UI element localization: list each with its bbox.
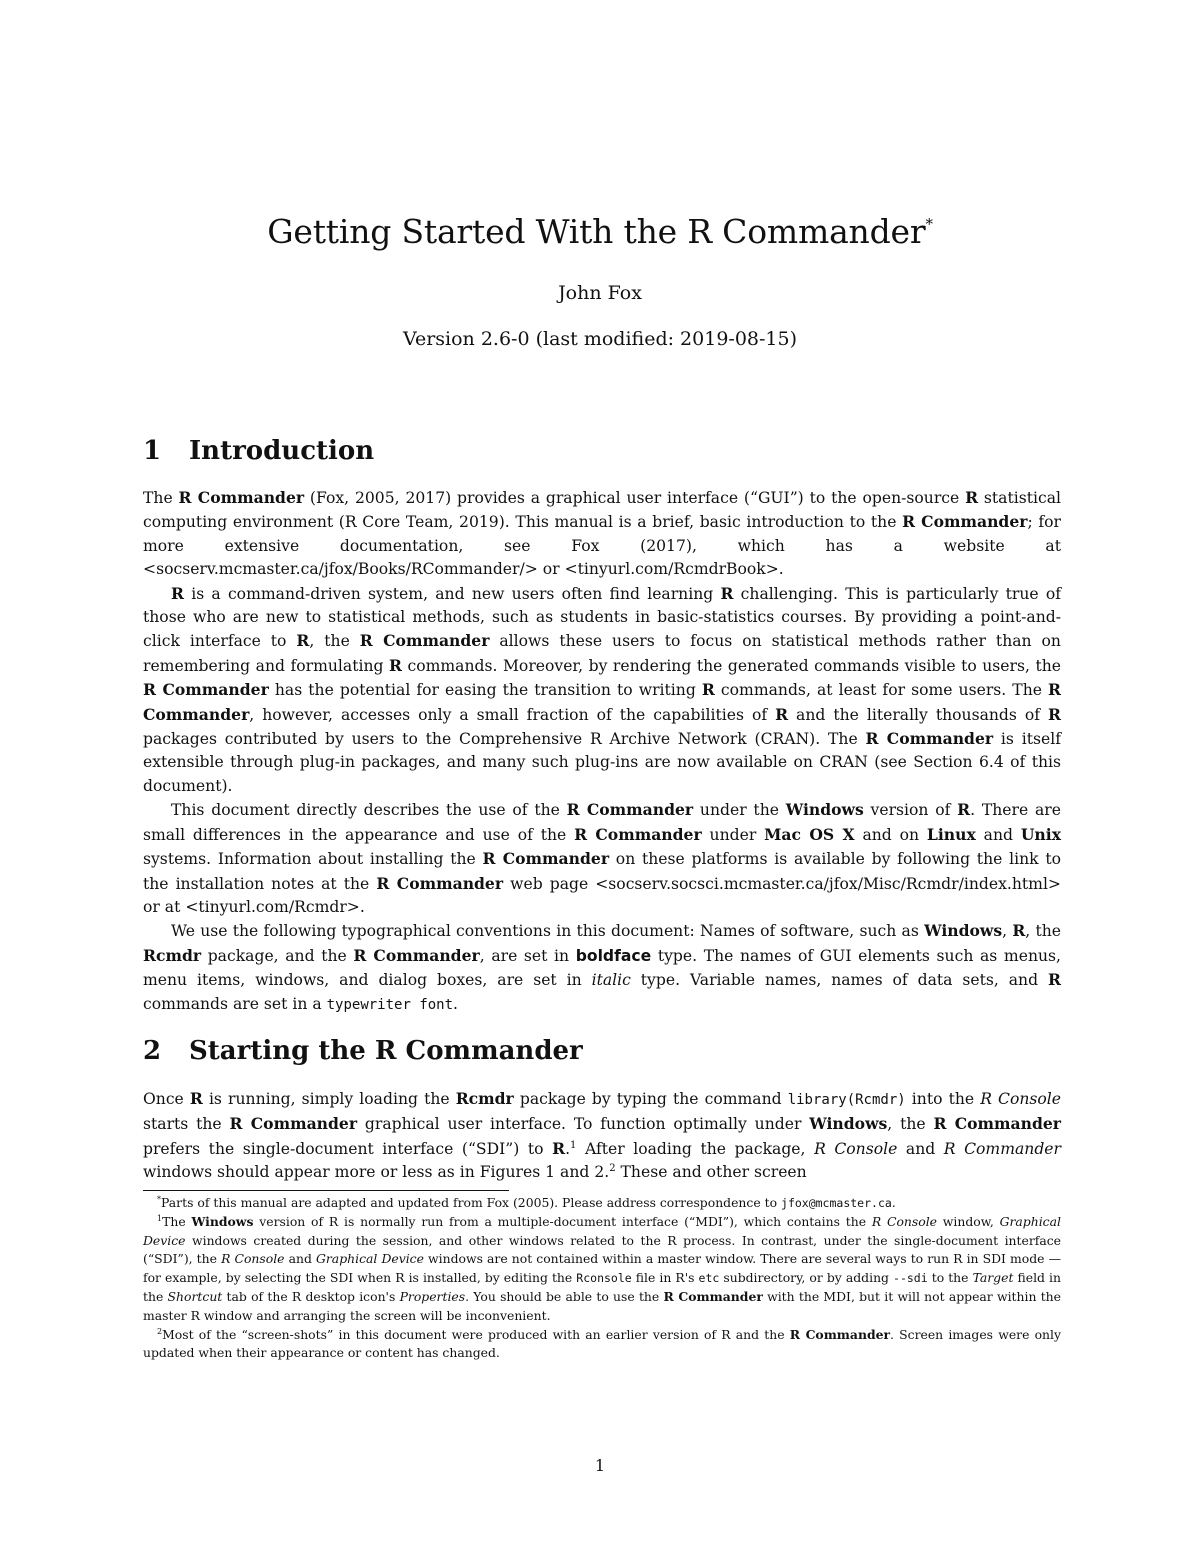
paragraph	[143, 919, 1061, 1017]
text-run: web page <socserv.socsci.mcmaster.ca/jfox/Misc/Rcmdr/index.html> or at <tinyurl.com/Rcmdr>.	[143, 874, 1061, 916]
title-footnote-mark: *	[925, 215, 933, 233]
bold-term: R Commander	[933, 1114, 1061, 1134]
section-number: 1	[143, 436, 162, 466]
text-run: tab of the R desktop icon's	[222, 1288, 400, 1304]
text-run: to the	[927, 1270, 973, 1286]
italic-term: Properties	[399, 1288, 466, 1304]
code-inline: --sdi	[893, 1271, 928, 1286]
footnote-divider	[143, 1190, 509, 1191]
bold-term: R	[775, 704, 789, 724]
bold-term: Rcmdr	[455, 1089, 514, 1108]
text-run: , the	[1025, 922, 1062, 941]
bold-term: R	[171, 583, 184, 603]
section-heading-introduction	[143, 436, 374, 466]
bold-term: R	[701, 680, 715, 700]
boldface-sample: boldface	[575, 946, 652, 965]
email-address[interactable]: jfox@mcmaster.ca	[781, 1196, 892, 1210]
bold-term: R Commander	[865, 729, 994, 749]
text-run: commands. Moreover, by rendering the generated commands visible to users, the	[401, 656, 1061, 675]
text-run: .	[891, 1195, 896, 1210]
bold-term: R	[965, 488, 979, 507]
footnote-ref[interactable]: 1	[570, 1139, 577, 1151]
footnotes	[143, 1194, 1061, 1363]
text-run: on these platforms is available by following the link to the installation notes at the	[143, 850, 1061, 893]
text-run: is a command-driven system, and new users often find learning	[183, 584, 721, 603]
bold-term: R Commander	[353, 945, 480, 965]
code-inline: Rconsole	[576, 1271, 632, 1286]
text-run: .	[565, 1139, 571, 1158]
italic-term: Graphical Device	[315, 1251, 424, 1267]
text-run: commands are set in a	[143, 994, 327, 1013]
text-run: . Screen images were only updated when their appearance or content has changed.	[143, 1326, 1061, 1361]
text-run: into the	[905, 1090, 981, 1108]
text-run: , the	[309, 632, 360, 651]
text-run: , however, accesses only a small fraction of the capabilities of	[249, 705, 776, 724]
bold-term: R Commander	[789, 1326, 891, 1342]
footnote-1	[143, 1213, 1061, 1326]
text-run: under the	[693, 801, 786, 820]
bold-term: R	[1048, 970, 1061, 990]
bold-term: R	[957, 800, 971, 820]
text-run: type. The names of GUI elements such as menus, menu items, windows, and dialog boxes, are set in	[143, 946, 1061, 990]
bold-term: R Commander	[663, 1288, 763, 1304]
text-run: packages contributed by users to the Comprehensive R Archive Network (CRAN). The	[143, 730, 866, 749]
text-run: . You should be able to use the	[465, 1288, 664, 1304]
text-run: graphical user interface. To function optimally under	[357, 1115, 810, 1134]
text-run: and	[284, 1251, 316, 1267]
text-run: After loading the package,	[576, 1139, 815, 1158]
text-run: is itself extensible through plug-in packages, and many such plug-ins are now available on CRAN (see Section 6.4 of this document).	[143, 730, 1061, 795]
bold-term: R Commander	[143, 680, 269, 700]
bold-term: R	[389, 655, 402, 675]
bold-term: R	[1012, 921, 1026, 941]
footnote-star	[143, 1194, 1061, 1213]
typewriter-sample: typewriter font	[326, 996, 454, 1013]
bold-term: R	[296, 631, 310, 651]
text-run: is running, simply loading the	[202, 1090, 456, 1108]
text-run: type. Variable names, names of data sets, and	[630, 971, 1049, 990]
bold-term: R	[552, 1138, 566, 1158]
text-run: This document directly describes the use of the	[171, 801, 567, 820]
text-run: challenging. This is particularly true of those who are new to statistical methods, such as students in basic-statistics courses. By providing a point-and-click interface to	[143, 584, 1061, 651]
author-name: John Fox	[558, 282, 642, 304]
text-run: The	[143, 489, 179, 507]
text-run: and the literally thousands of	[788, 705, 1049, 724]
version-line: Version 2.6-0 (last modified: 2019-08-15)	[402, 328, 798, 350]
bold-term: R	[720, 583, 734, 603]
bold-term: Windows	[924, 921, 1003, 941]
italic-term: Graphical Device	[143, 1213, 1061, 1248]
text-run: has the potential for easing the transition to writing	[268, 681, 702, 700]
section-title: Introduction	[189, 436, 375, 466]
text-run: (Fox, 2005, 2017) provides a graphical user interface (“GUI”) to the open-source	[304, 489, 966, 507]
text-run: systems. Information about installing the	[143, 850, 483, 869]
bold-term: R Commander	[376, 873, 504, 893]
section-title: Starting the R Commander	[189, 1036, 583, 1066]
bold-term: R Commander	[574, 824, 702, 844]
section-heading-starting	[143, 1036, 583, 1066]
italic-term: Shortcut	[167, 1288, 223, 1304]
bold-term: Windows	[809, 1114, 888, 1134]
bold-term: Windows	[785, 800, 864, 820]
text-run: , the	[887, 1115, 934, 1134]
bold-term: R Commander	[482, 849, 610, 869]
text-run: These and other screen	[615, 1163, 807, 1182]
text-run: ; for more extensive documentation, see Fox (2017), which has a website at <socserv.mcmaster.ca/jfox/Books/RCommander/> or <tinyurl.com/RcmdrBook>.	[143, 513, 1062, 579]
italic-term: R Console	[814, 1139, 898, 1158]
bold-term: R Commander	[359, 631, 490, 651]
bold-term: Mac OS X	[764, 824, 855, 844]
text-run: commands, at least for some users. The	[714, 681, 1049, 700]
paragraph	[143, 582, 1061, 799]
bold-term: R Commander	[902, 512, 1028, 532]
starting-body	[143, 1087, 1061, 1185]
text-run: starts the	[143, 1115, 230, 1134]
text-run: , are set in	[479, 946, 576, 965]
italic-term: R Console	[221, 1251, 285, 1267]
text-run: version of R is normally run from a multiple-document interface (“MDI”), which contains the	[253, 1213, 872, 1229]
text-run: . There are small differences in the appearance and use of the	[143, 801, 1061, 844]
italic-term: R Commander	[943, 1139, 1061, 1158]
bold-term: Unix	[1020, 824, 1061, 844]
bold-term: Rcmdr	[143, 945, 202, 965]
text-run: and	[975, 825, 1021, 844]
bold-term: R	[1048, 704, 1061, 724]
paragraph	[143, 1087, 1061, 1185]
text-run: windows should appear more or less as in Figures 1 and 2.	[143, 1163, 610, 1182]
text-run: with the MDI, but it will not appear within the master R window and arranging the screen will be inconvenient.	[143, 1288, 1061, 1323]
introduction-body	[143, 486, 1061, 1017]
text-run: Most of the “screen-shots” in this document were produced with an earlier version of R and the	[162, 1326, 790, 1342]
italic-term: R Console	[871, 1213, 937, 1229]
paragraph	[143, 798, 1061, 919]
text-run: field in the	[143, 1270, 1061, 1304]
text-run: file in R's	[631, 1270, 699, 1286]
text-run: and on	[854, 825, 927, 844]
bold-term: R Commander	[178, 488, 305, 507]
text-run: Once	[143, 1090, 190, 1108]
bold-term: R Commander	[229, 1114, 358, 1134]
bold-term: Windows	[191, 1213, 254, 1229]
bold-term: R Commander	[566, 800, 694, 820]
text-run: ,	[1002, 922, 1013, 941]
bold-term: R	[189, 1089, 203, 1108]
document-title	[0, 212, 1200, 251]
text-run: prefers the single-document interface (“SDI”) to	[143, 1139, 553, 1158]
page-number: 1	[594, 1456, 606, 1475]
text-run: subdirectory, or by adding	[719, 1270, 894, 1286]
text-run: allows these users to focus on statistical methods rather than on remembering and formulating	[143, 632, 1061, 675]
text-run: window,	[937, 1213, 1000, 1229]
text-run: We use the following typographical conventions in this document: Names of software, such as	[171, 922, 925, 941]
bold-term: Linux	[926, 824, 976, 844]
text-run: windows are not contained within a master window. There are several ways to run R in SDI mode — for example, by selecting the SDI when R is installed, by editing the	[143, 1251, 1061, 1286]
code-inline: library(Rcmdr)	[787, 1092, 906, 1108]
footnote-mark: 2	[157, 1326, 163, 1336]
italic-term: Target	[972, 1270, 1014, 1286]
footnote-ref[interactable]: 2	[609, 1163, 616, 1175]
italic-sample: italic	[591, 971, 631, 990]
text-run: package, and the	[201, 946, 354, 965]
text-run: version of	[863, 801, 958, 820]
bold-term: R Commander	[143, 680, 1062, 724]
paragraph	[143, 486, 1061, 582]
text-run: package by typing the command	[513, 1090, 788, 1108]
text-run: .	[453, 994, 459, 1013]
text-run: The	[162, 1213, 192, 1229]
footnote-2	[143, 1326, 1061, 1364]
text-run: statistical computing environment (R Core Team, 2019). This manual is a brief, basic introduction to the	[143, 489, 1061, 532]
footnote-mark: *	[157, 1194, 161, 1204]
section-number: 2	[143, 1036, 162, 1066]
title-text: Getting Started With the R Commander	[267, 212, 926, 251]
code-inline: etc	[698, 1271, 720, 1286]
italic-term: R Console	[980, 1090, 1062, 1108]
footnote-mark: 1	[157, 1213, 163, 1223]
text-run: under	[701, 825, 765, 844]
text-run: windows created during the session, and other windows related to the R process. In contrast, under the single-document interface (“SDI”), the	[143, 1232, 1061, 1267]
text-run: and	[897, 1139, 944, 1158]
text-run: Parts of this manual are adapted and updated from Fox (2005). Please address correspondence to	[161, 1195, 782, 1210]
